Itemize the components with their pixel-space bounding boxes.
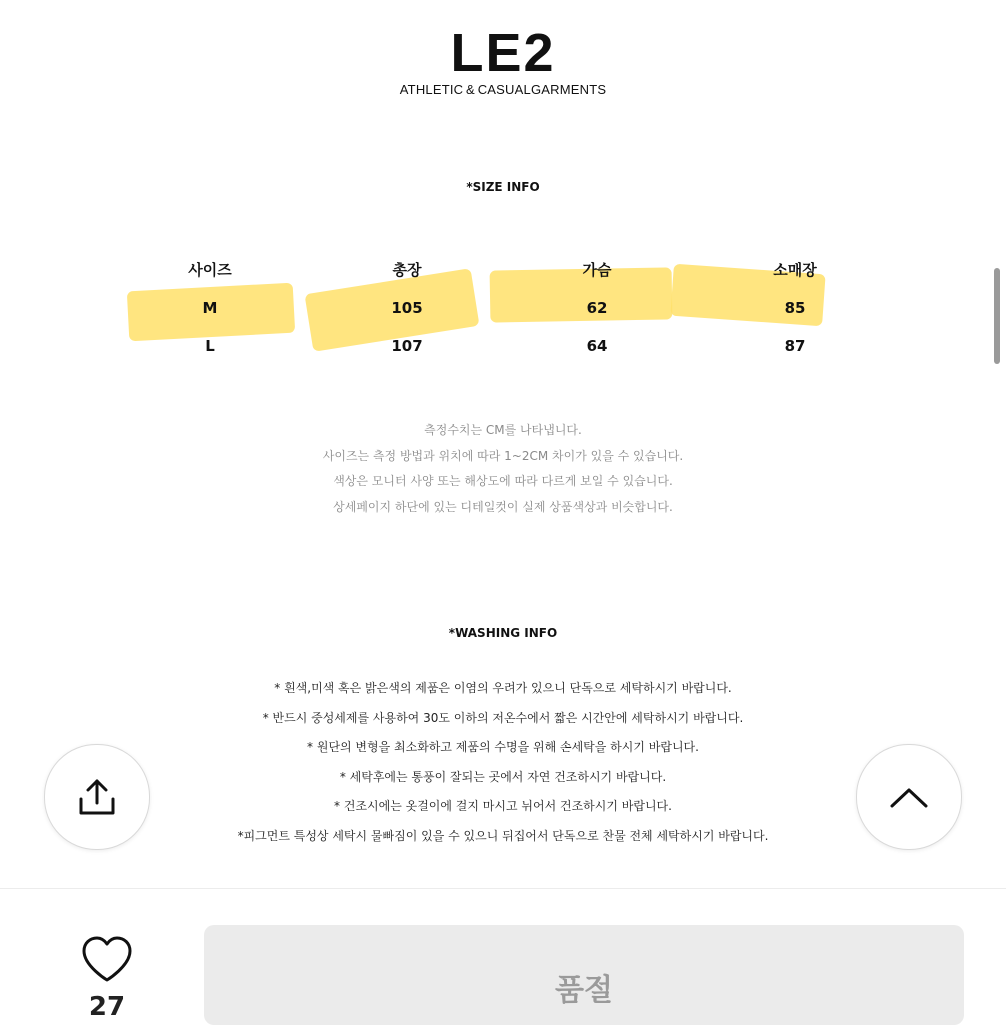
wash-line: * 흰색,미색 혹은 밝은색의 제품은 이염의 우려가 있으니 단독으로 세탁하시기 바랍니다. bbox=[274, 681, 732, 695]
scroll-top-button[interactable] bbox=[856, 744, 962, 850]
size-cell: 64 bbox=[586, 337, 608, 355]
brand-logo: LE2 bbox=[450, 23, 556, 83]
size-cell: 87 bbox=[784, 337, 806, 355]
wash-line: * 반드시 중성세제를 사용하여 30도 이하의 저온수에서 짧은 시간안에 세탁하시기 바랍니다. bbox=[262, 710, 744, 725]
washing-instructions bbox=[0, 674, 1006, 852]
heart-icon bbox=[79, 935, 135, 985]
size-cell: 62 bbox=[586, 299, 608, 317]
like-button[interactable] bbox=[78, 934, 136, 986]
washing-info-title: *WASHING INFO bbox=[448, 626, 558, 640]
size-header-chest: 가슴 bbox=[582, 261, 612, 279]
size-cell: 107 bbox=[391, 337, 423, 355]
soldout-label: 품절 bbox=[555, 973, 613, 1008]
share-button[interactable] bbox=[44, 744, 150, 850]
wash-line: *피그먼트 특성상 세탁시 물빠짐이 있을 수 있으니 뒤집어서 단독으로 찬물 전체 세탁하시기 바랍니다. bbox=[237, 828, 769, 843]
brand-tagline: ATHLETIC & CASUALGARMENTS bbox=[399, 82, 607, 97]
wash-line: * 세탁후에는 통풍이 잘되는 곳에서 자연 건조하시기 바랍니다. bbox=[339, 769, 667, 784]
size-header-size: 사이즈 bbox=[188, 261, 232, 279]
measurement-notes bbox=[0, 418, 1006, 520]
bottom-action-bar bbox=[0, 888, 1006, 1022]
scrollbar-thumb[interactable] bbox=[994, 268, 1000, 364]
wash-line: * 원단의 변형을 최소화하고 제품의 수명을 위해 손세탁을 하시기 바랍니다. bbox=[307, 740, 699, 755]
chevron-up-icon bbox=[887, 782, 931, 812]
size-info-title: *SIZE INFO bbox=[466, 180, 540, 194]
brand-header bbox=[0, 22, 1006, 97]
size-cell: 85 bbox=[784, 299, 806, 317]
size-cell: 105 bbox=[391, 299, 423, 317]
like-count: 27 bbox=[88, 992, 126, 1022]
soldout-button[interactable] bbox=[204, 925, 964, 1025]
size-table bbox=[0, 255, 1006, 375]
note-line: 측정수치는 CM를 나타냅니다. bbox=[424, 423, 582, 437]
wash-line: * 건조시에는 옷걸이에 걸지 마시고 뉘어서 건조하시기 바랍니다. bbox=[334, 799, 672, 814]
size-header-length: 총장 bbox=[392, 261, 422, 279]
size-cell: L bbox=[205, 337, 215, 355]
note-line: 사이즈는 측정 방법과 위치에 따라 1~2CM 차이가 있을 수 있습니다. bbox=[322, 448, 684, 463]
note-line: 색상은 모니터 사양 또는 해상도에 따라 다르게 보일 수 있습니다. bbox=[333, 474, 673, 488]
size-header-sleeve: 소매장 bbox=[773, 261, 817, 279]
note-line: 상세페이지 하단에 있는 디테일컷이 실제 상품색상과 비슷합니다. bbox=[333, 499, 673, 514]
share-icon bbox=[75, 775, 119, 819]
size-cell: M bbox=[202, 299, 218, 317]
